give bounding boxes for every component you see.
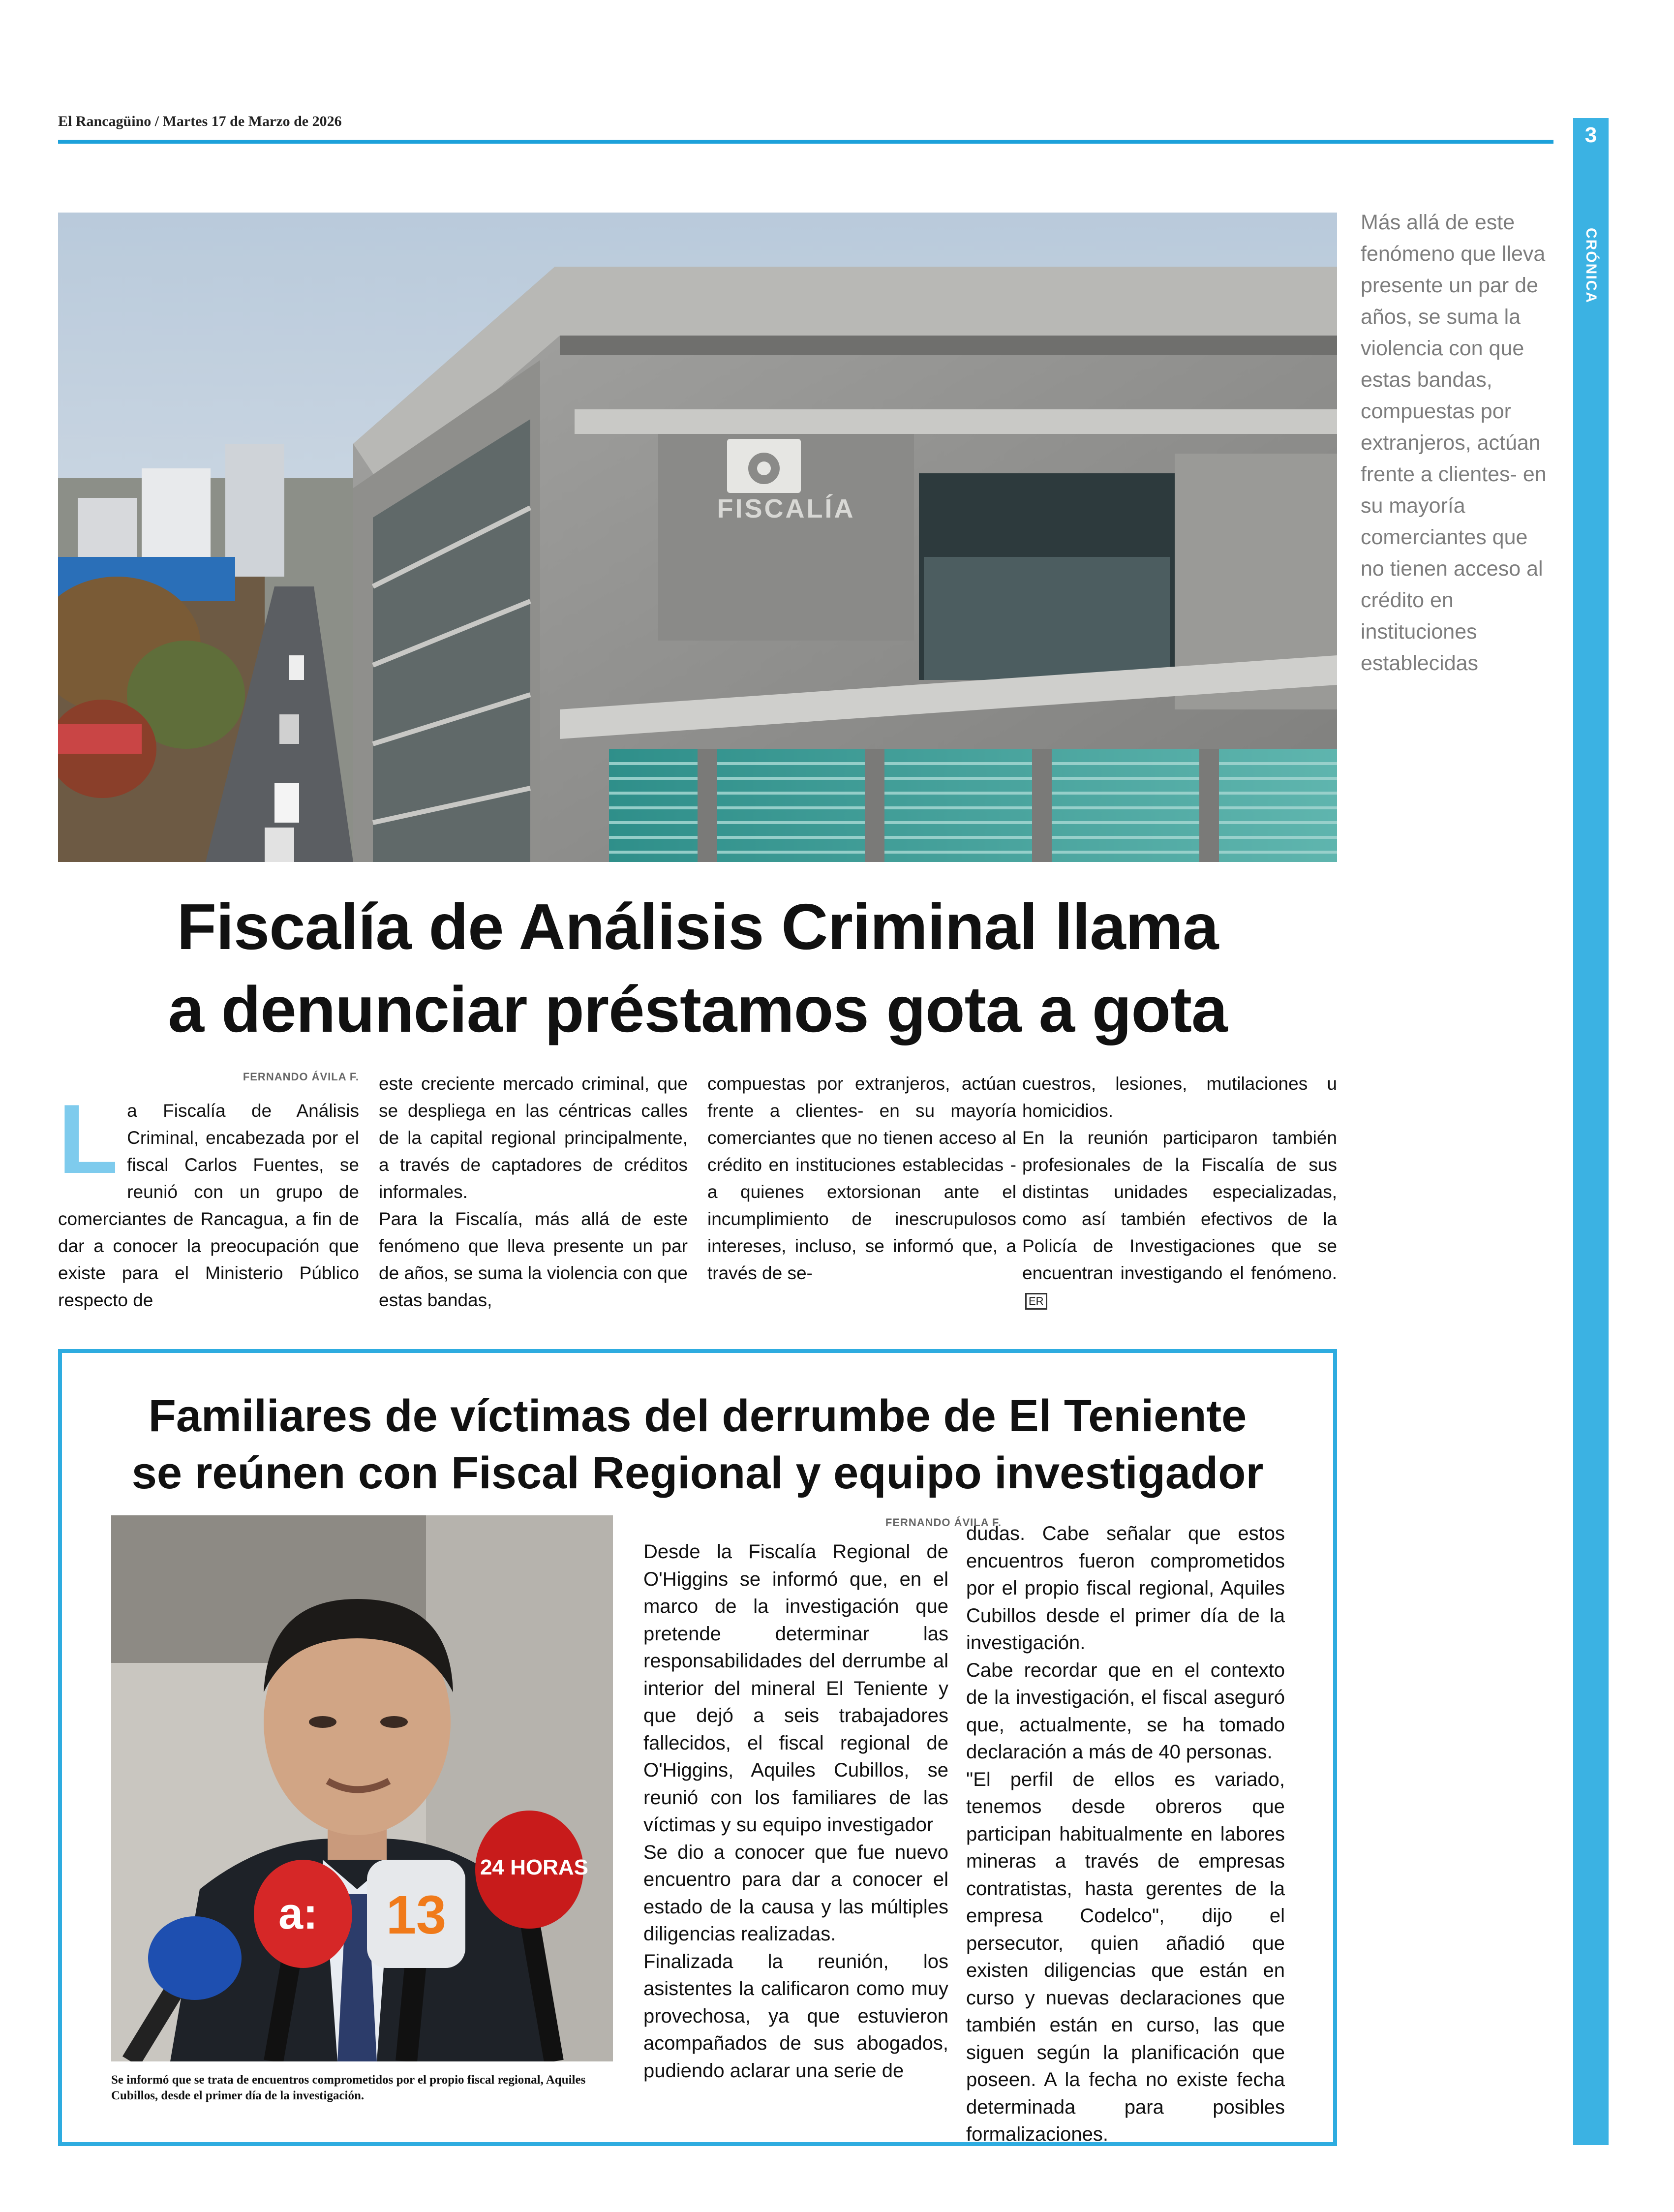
article1-col4-p2: En la reunión participaron también profesionales de la Fiscalía de sus distintas unidades especializadas, como así también efectivos de la Policía de Investigaciones que se encuentran investigando el fenómeno.	[1022, 1128, 1337, 1283]
article1-column-1	[58, 1084, 359, 1314]
article2-headline-line2: se reúnen con Fiscal Regional y equipo investigador	[131, 1448, 1264, 1498]
publication-name: El Rancagüino	[58, 113, 152, 129]
mic-label-13: 13	[386, 1885, 447, 1945]
article1-col2-p2: Para la Fiscalía, más allá de este fenómeno que lleva presente un par de años, se suma la violencia con que estas bandas,	[379, 1209, 688, 1310]
photo-caption: Se informó que se trata de encuentros comprometidos por el propio fiscal regional, Aquiles Cubillos, desde el primer día de la investigación.	[111, 2073, 586, 2102]
article2-headline-line1: Familiares de víctimas del derrumbe de El Teniente	[148, 1391, 1247, 1441]
article2-col2-p1: dudas. Cabe señalar que estos encuentros fueron comprometidos por el propio fiscal regional, Aquiles Cubillos desde el primer día de la investigación.	[966, 1523, 1285, 1654]
article1-headline-line2: a denunciar préstamos gota a gota	[168, 973, 1227, 1045]
article2-column-1	[643, 1538, 948, 2085]
mic-label-24: 24 HORAS	[480, 1855, 589, 1879]
article1-col3-text: compuestas por extranjeros, actúan frente a clientes- en su mayoría comerciantes que no tienen acceso al crédito en instituciones establecidas - a quienes extorsionan ante el incumplimiento de inescrupulosos intereses, incluso, se informó que, a través de se-	[707, 1074, 1016, 1283]
article2-headline	[62, 1387, 1333, 1502]
mic-label-a: a:	[278, 1889, 318, 1938]
article1-column-2	[379, 1070, 688, 1314]
prosecutor-portrait-illustration	[111, 1515, 613, 2061]
article1-col4-p1: cuestros, lesiones, mutilaciones u homicidios.	[1022, 1074, 1337, 1121]
section-tab	[1573, 118, 1609, 2145]
fiscalia-logo-icon	[727, 439, 801, 493]
article2-col1-p1: Desde la Fiscalía Regional de O'Higgins se informó que, en el marco de la investigación que pretende determinar las responsabilidades del derrumbe al interior del mineral El Teniente y que dejó a seis trabajadores fallecidos, el fiscal regional de O'Higgins, Aquiles Cubillos, se reunió con los familiares de las víctimas y su equipo investigador	[643, 1541, 948, 1836]
article1-column-3	[707, 1070, 1016, 1287]
pull-quote: Más allá de este fenómeno que lleva presente un par de años, se suma la violencia con que estas bandas, compuestas por extranjeros, actúan frente a clientes- en su mayoría comerciantes que no tienen acceso al crédito en instituciones establecidas	[1361, 211, 1547, 675]
publication-date: Martes 17 de Marzo de 2026	[162, 113, 342, 129]
article2-col2-p2: Cabe recordar que en el contexto de la investigación, el fiscal aseguró que, actualmente, se ha tomado declaración a más de 40 personas.	[966, 1659, 1285, 1763]
building-sign: FISCALÍA	[717, 494, 855, 523]
section-label-text: CRÓNICA	[1583, 228, 1599, 304]
article1-byline: FERNANDO ÁVILA F.	[243, 1071, 359, 1083]
page-number: 3	[1584, 123, 1597, 147]
article2-column-2	[966, 1520, 1285, 2149]
drop-cap: L	[58, 1084, 119, 1194]
article2-col1-p3: Finalizada la reunión, los asistentes la calificaron como muy provechosa, ya que estuvieron acompañados de sus abogados, pudiendo aclarar una serie de	[643, 1950, 948, 2082]
article1-col1-text: a Fiscalía de Análisis Criminal, encabezada por el fiscal Carlos Fuentes, se reunió con un grupo de comerciantes de Rancagua, a fin de dar a conocer la preocupación que existe para el Ministerio Público respecto de	[58, 1101, 359, 1310]
article2-photo	[111, 1515, 613, 2061]
article1-column-4	[1022, 1070, 1337, 1314]
article2-col1-p2: Se dio a conocer que fue nuevo encuentro para dar a conocer el estado de la causa y las múltiples diligencias realizadas.	[643, 1841, 948, 1945]
hero-photo	[58, 213, 1337, 862]
header-separator: /	[154, 113, 159, 129]
article2-box	[58, 1349, 1337, 2146]
article1-headline	[58, 886, 1337, 1051]
section-label	[1573, 207, 1609, 325]
page-header	[58, 113, 342, 130]
article2-byline: FERNANDO ÁVILA F.	[885, 1516, 1002, 1529]
article1-col2-p1: este creciente mercado criminal, que se despliega en las céntricas calles de la capital regional principalmente, a través de captadores de créditos informales.	[379, 1074, 688, 1202]
header-rule	[58, 140, 1553, 144]
end-mark-icon: ER	[1025, 1293, 1047, 1310]
article2-col2-p3: "El perfil de ellos es variado, tenemos desde obreros que participan habitualmente en labores mineras a través de empresas contratistas, hasta gerentes de la empresa Codelco", dijo el persecutor, quien añadió que existen diligencias que están en curso y nuevas declaraciones que también están en curso, las que siguen según la planificación que poseen. A la fecha no existe fecha determinada para posibles formalizaciones.	[966, 1768, 1285, 2145]
article1-headline-line1: Fiscalía de Análisis Criminal llama	[177, 891, 1218, 963]
fiscalia-building-illustration	[58, 213, 1337, 862]
